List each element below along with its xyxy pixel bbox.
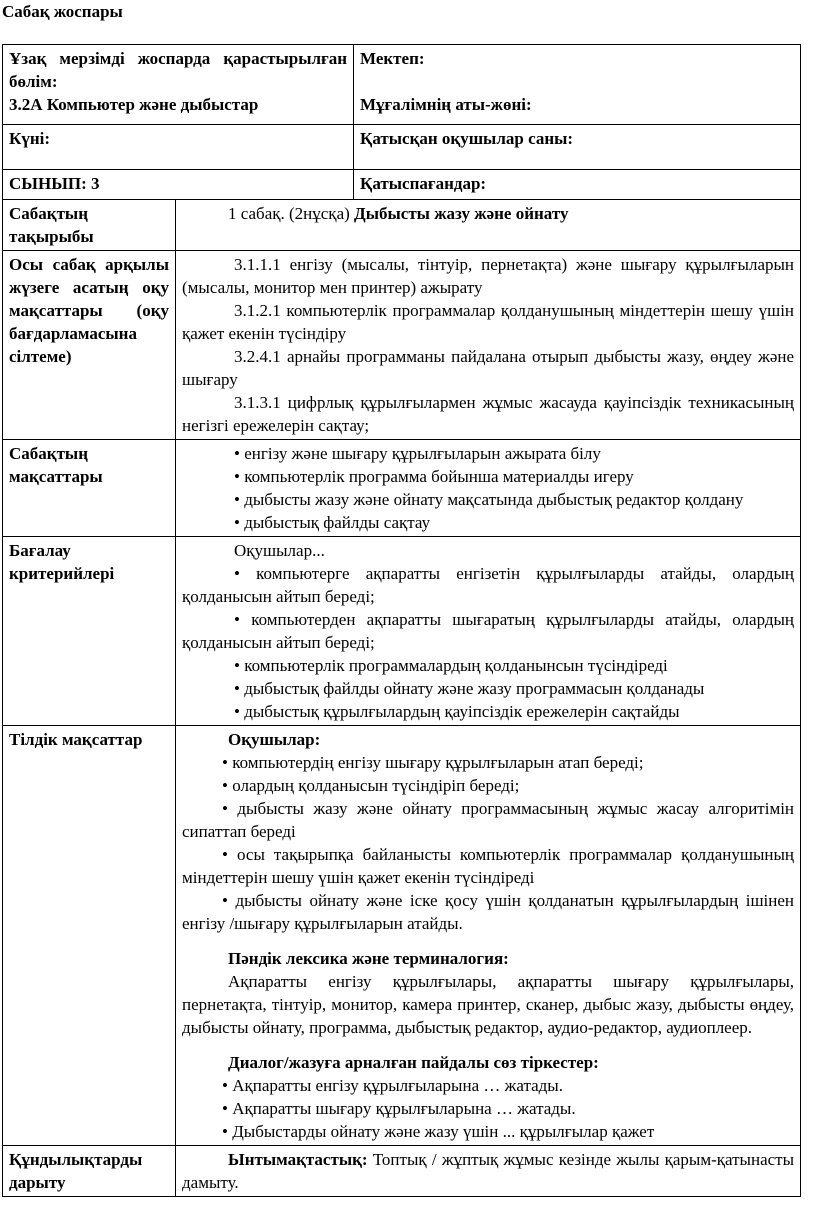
criteria-item: • дыбыстық файлды ойнату және жазу программасын қолданады [182,677,794,700]
values-text: Топтық / жұптық жұмыс кезінде жылы қарым-қатынасты дамыту. [182,1150,795,1192]
present-cell [354,125,801,170]
topic-value-cell [176,200,801,251]
language-item: • осы тақырыпқа байланысты компьютерлік программалар қолданушының міндеттерін шешу үшін қажет екенін түсіндіреді [182,843,794,889]
goal-item: • дыбысты жазу және ойнату мақсатында дыбыстық редактор қолдану [182,488,794,511]
criteria-intro: Оқушылар... [234,541,325,560]
class-label: СЫНЫП: 3 [9,174,100,193]
objectives-label: Осы сабақ арқылы жүзеге асатың оқу мақсаттары (оқу бағдарламасына сілтеме) [9,255,169,366]
goals-label-cell [3,440,176,537]
criteria-row [3,537,801,726]
teacher-label: Мұғалімнің аты-жөні: [360,95,532,114]
section-cell [3,45,354,125]
values-heading: Ынтымақтастық: [228,1150,368,1169]
criteria-item: • компьютерден ақпаратты шығаратың құрылғыларды атайды, олардың қолданысын айтып береді; [182,608,794,654]
present-label: Қатысқан оқушылар саны: [360,129,574,148]
section-label: Ұзақ мерзімді жоспарда қарастырылған бөлім: [9,49,348,91]
goal-item: • енгізу және шығару құрылғыларын ажырата білу [182,442,794,465]
topic-prefix: 1 сабақ. (2нұсқа) [228,204,350,223]
language-item: • дыбысты жазу және ойнату программасының жұмыс жасау алгоритімін сипаттап береді [182,797,794,843]
date-cell [3,125,354,170]
goal-item: • дыбыстық файлды сақтау [182,511,794,534]
goals-label: Сабақтың мақсаттары [9,444,103,486]
absent-cell [354,170,801,200]
goals-row [3,440,801,537]
criteria-item: • дыбыстық құрылғылардың қауіпсіздік ережелерін сақтайды [182,700,794,723]
language-item: • олардың қолданысын түсіндіріп береді; [182,774,794,797]
date-label: Күні: [9,129,51,148]
criteria-label-cell [3,537,176,726]
objective-item: 3.1.2.1 компьютерлік программалар қолданушының міндеттерін шешу үшін қажет екенін түсіндіру [182,301,795,343]
criteria-item: • компьютерге ақпаратты енгізетін құрылғыларды атайды, олардың қолданысын айтып береді; [182,562,794,608]
language-row [3,726,801,1146]
vocab-text: Ақпаратты енгізу құрылғылары, ақпаратты шығару құрылғылары, пернетақта, тінтуір, монитор, камера принтер, сканер, дыбыс жазу, дыбысты өңдеу, дыбысты ойнату, программа, дыбыстық редактор, аудио-редактор, аудиоплеер. [182,972,795,1037]
topic-title: Дыбысты жазу және ойнату [354,204,569,223]
goal-item: • компьютерлік программа бойынша материалды игеру [182,465,794,488]
goals-list [176,440,801,537]
values-label-cell [3,1146,176,1197]
language-item: • дыбысты ойнату және іске қосу үшін қолданатын құрылғылардың ішінен енгізу /шығару құрылғыларын атайды. [182,889,794,935]
phrase-item: • Дыбыстарды ойнату және жазу үшін ... құрылғылар қажет [182,1120,794,1143]
absent-label: Қатыспағандар: [360,174,487,193]
language-content [176,726,801,1146]
criteria-item: • компьютерлік программалардың қолданынсын түсіндіреді [182,654,794,677]
language-item: • компьютердің енгізу шығару құрылғыларын атап береді; [182,751,794,774]
topic-label: Сабақтың тақырыбы [9,204,94,246]
objectives-list [176,251,801,440]
phrases-heading: Диалог/жазуға арналған пайдалы сөз тіркестер: [228,1053,599,1072]
topic-row [3,200,801,251]
phrase-item: • Ақпаратты шығару құрылғыларына … жатады. [182,1097,794,1120]
objectives-label-cell [3,251,176,440]
phrase-item: • Ақпаратты енгізу құрылғыларына … жатады. [182,1074,794,1097]
objective-item: 3.1.1.1 енгізу (мысалы, тінтуір, пернетақта) және шығару құрылғыларын (мысалы, монитор мен принтер) ажырату [182,255,795,297]
values-label: Құндылықтарды дарыту [9,1150,143,1192]
topic-label-cell [3,200,176,251]
page-title: Сабақ жоспары [2,2,123,21]
criteria-label: Бағалау критерийлері [9,541,115,583]
school-cell [354,45,801,125]
language-label-cell [3,726,176,1146]
language-intro: Оқушылар: [228,730,321,749]
header-row-date [3,125,801,170]
objective-item: 3.2.4.1 арнайы программаны пайдалана отырып дыбысты жазу, өңдеу және шығару [182,347,795,389]
lesson-plan-table [2,44,801,1197]
section-value: 3.2А Компьютер және дыбыстар [9,95,259,114]
header-row-section [3,45,801,125]
objectives-row [3,251,801,440]
header-row-class [3,170,801,200]
values-content [176,1146,801,1197]
school-label: Мектеп: [360,49,425,68]
language-label: Тілдік мақсаттар [9,730,143,749]
criteria-list [176,537,801,726]
objective-item: 3.1.3.1 цифрлық құрылғылармен жұмыс жасауда қауіпсіздік техникасының негізгі ережелерін сақтау; [182,393,795,435]
vocab-heading: Пәндік лексика және терминалогия: [228,949,509,968]
values-row [3,1146,801,1197]
class-cell [3,170,354,200]
